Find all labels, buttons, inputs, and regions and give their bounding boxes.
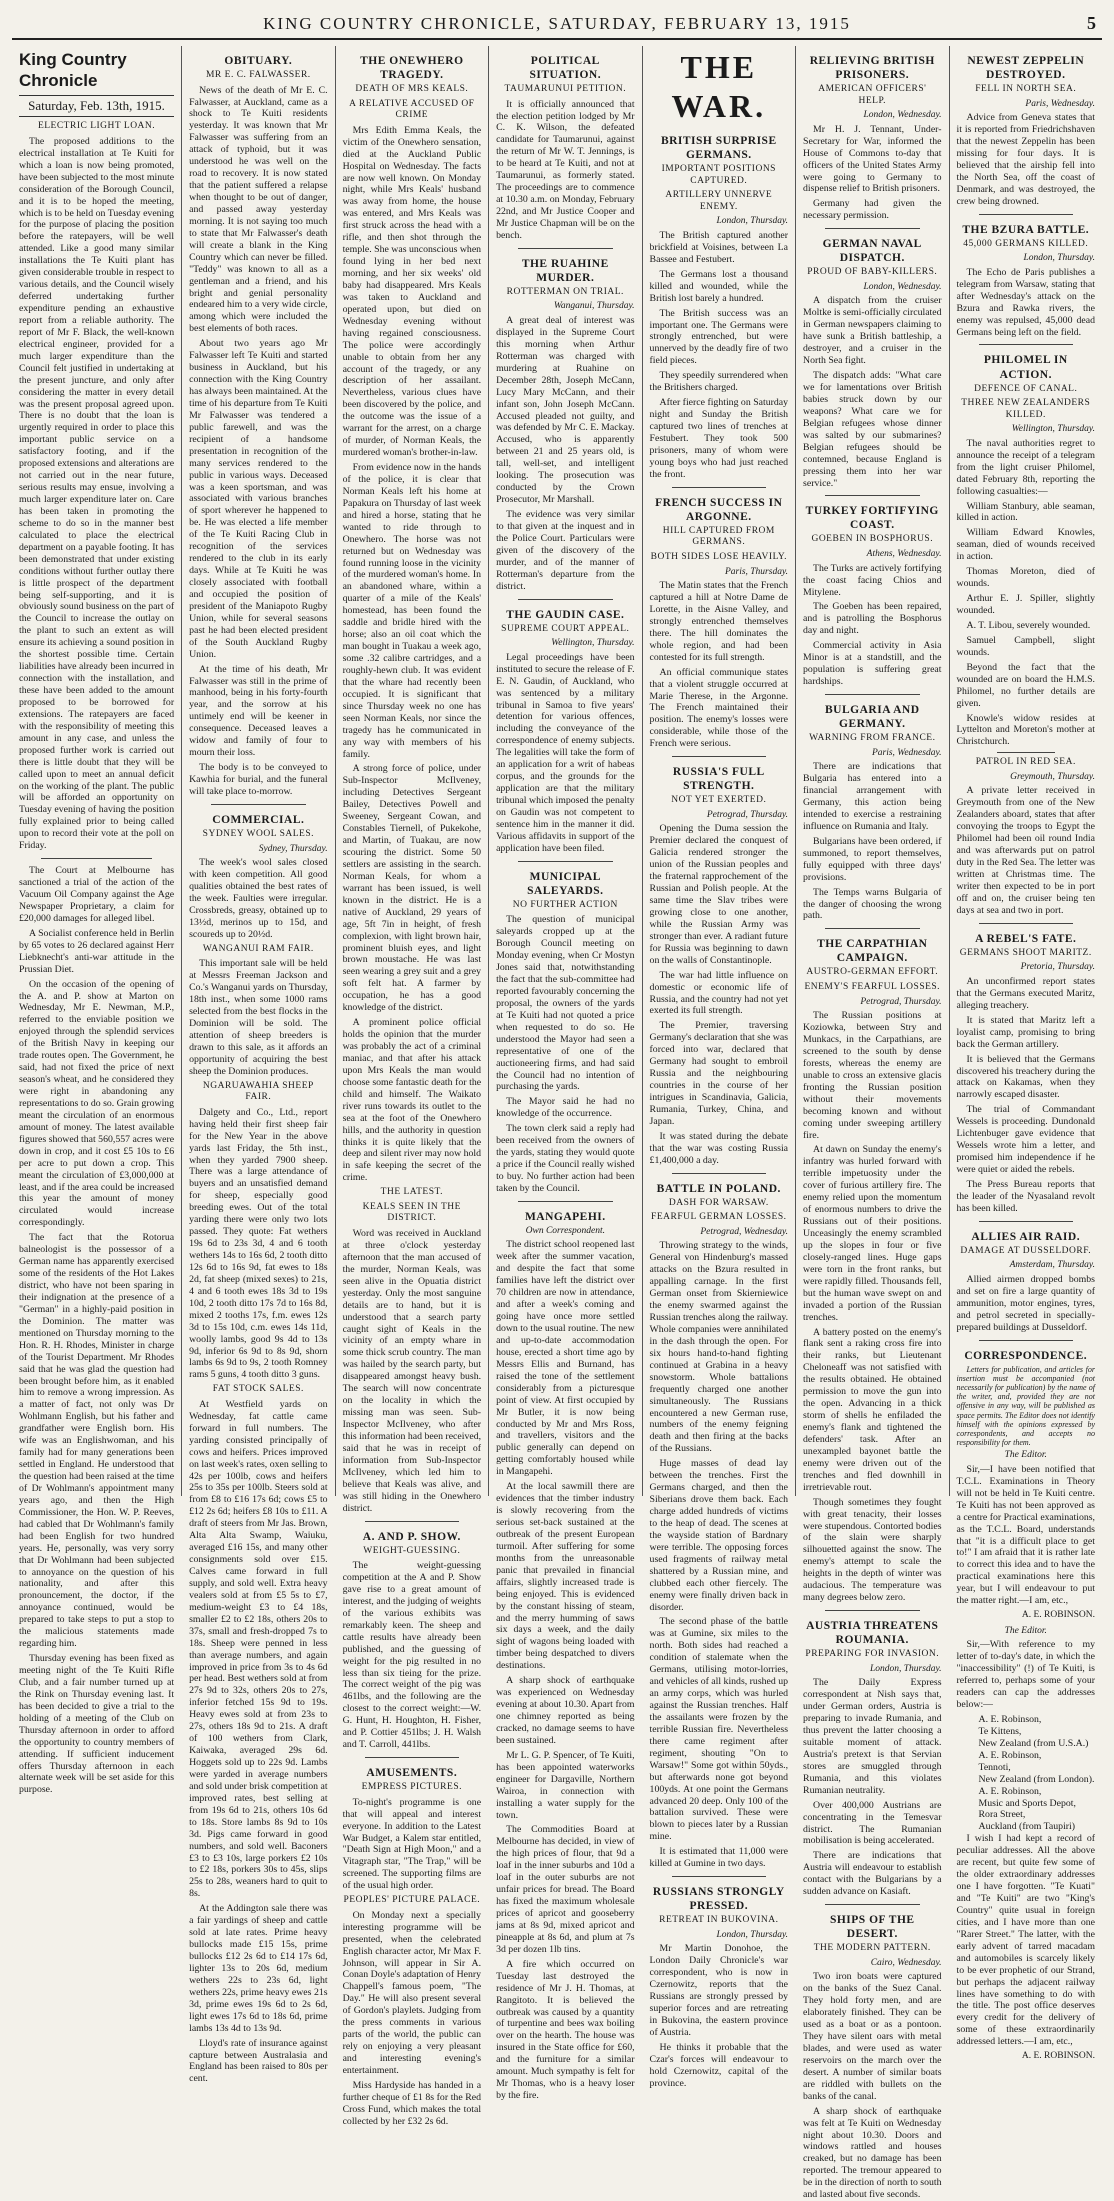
paragraph: The district school reopened last week after the summer vacation, and despite the fact that some families have left the district over 70 children are now in attendance, and after a week's coming and going have once more settled down to the usual routine. The new and up-to-date accommodation house, erected a short time ago by Messrs Ellis and Burnand, has raised the tone of the settlement considerably from a picturesque point of view. At first occupied by Mr Butler, it is now being conducted by Mr and Mrs Ross, and travellers, visitors and the public generally can depend on getting comfortably housed while in Mangapehi. xyxy=(496,1239,635,1478)
subheadline: NO FURTHER ACTION xyxy=(512,899,618,910)
dateline: Paris, Wednesday. xyxy=(1025,98,1095,109)
paragraph: Advice from Geneva states that it is reported from Friedrichshaven that the newest Zeppelin has been missing for four days. It is believed that the airship fell into the North Sea, off the coast of Denmark, and was destroyed, the crew being drowned. xyxy=(956,112,1095,207)
paragraph: There are indications that Bulgaria has entered into a financial arrangement with Germany, this action being intended to exercise a restraining influence on Rumania and Italy. xyxy=(803,761,942,832)
paragraph: The second phase of the battle was at Gumine, six miles to the north. Both sides had reached a condition of stalemate when the Germans, utilising motor-lorries, and vehicles of all kinds, rushed up an army corps, which was hurled against the Russian trenches. Half the assailants were frozen by the terrible Russian fire. Nevertheless there came regiment after regiment, shouting "On to Warsaw!" Some got within 50yds., but afterwards none got beyond 100yds. At one point the Germans advanced 20 deep. Only 100 of the battalion survived. These were blown to pieces later by a Russian mine. xyxy=(649,1616,789,1843)
subheadline: DASH FOR WARSAW. xyxy=(668,1197,769,1208)
subheadline: TAUMARUNUI PETITION. xyxy=(504,84,627,95)
paragraph: The war had little influence on domestic or economic life of Russia, and the country had not yet exerted its full strength. xyxy=(649,969,789,1017)
headline: THE GAUDIN CASE. xyxy=(506,608,625,621)
subheadline: PREPARING FOR INVASION. xyxy=(805,1649,940,1660)
headline: A REBEL'S FATE. xyxy=(975,932,1077,945)
dateline: Petrograd, Thursday. xyxy=(706,809,789,820)
dateline: London, Thursday. xyxy=(716,216,789,227)
paragraph: It was stated during the debate that the war was costing Russia £1,400,000 a day. xyxy=(649,1130,789,1166)
dateline: London, Wednesday. xyxy=(863,110,942,121)
columns xyxy=(12,46,1102,2201)
paragraph: Sir,—I have been notified that T.C.L. Examinations in Theory will not be held in Te Kuiti centre. Te Kuiti has not been approved as a centre for Practical examinations, as the T.C.L. Board, understands that "it is a difficult place to get to!" I am afraid that it is rather late to correct this idea and to have the practical examinations here this year, but I will endeavour to put the matter right.—I am, etc., xyxy=(956,1463,1095,1607)
paragraph: It is stated that Maritz left a loyalist camp, promising to bring back the German artillery. xyxy=(956,1014,1095,1050)
paragraph: An unconfirmed report states that the Germans executed Maritz, alleging treachery. xyxy=(956,975,1095,1011)
dateline: Athens, Wednesday. xyxy=(866,549,942,560)
paragraph: Thomas Moreton, died of wounds. xyxy=(956,566,1095,590)
byline: Own Correspondent. xyxy=(525,1225,605,1236)
paragraph: At the time of his death, Mr Falwasser was still in the prime of manhood, being in his forty-fourth year, and the sorrow at his untimely end will be keener in consequence. Deceased leaves a widow and family of four to mourn their loss. xyxy=(189,663,328,759)
paragraph: The week's wool sales closed with keen competition. All good qualities obtained the best rates of the week. Faulties were irregular. Crossbreds, greasy, obtained up to 13½d, merinos up to 15d, and scoureds up to 20½d. xyxy=(189,857,328,940)
subheadline: ENEMY'S FEARFUL LOSSES. xyxy=(804,982,941,992)
paragraph: Opening the Duma session the Premier declared the conquest of Galicia rendered stronger the union of the Russian peoples and the fraternal rapprochement of the Russian and Polish people. At the same time the Slav tribes were growing close to one another, while the Russian Army was stronger than ever. A radiant future for Russia was beginning to dawn on the walls of Constantinople. xyxy=(649,823,789,966)
paragraph: At the Addington sale there was a fair yardings of sheep and cattle sold at late rates. Prime heavy bullocks made £15 15s, prime bullocks £12 2s 6d to £14 17s 6d, lighter 13s to 20s 6d, medium wethers 22s to 23s 6d, light wethers 22s, prime heavy ewes 21s 3d, prime ewes 19s 6d to 2s 6d, light ewes 17s 6d to 18s 6d, prime lambs 13s 4d to 13s 9d. xyxy=(189,1903,328,2034)
paragraph: The body is to be conveyed to Kawhia for burial, and the funeral will take place to-morrow. xyxy=(189,762,328,797)
headline: BATTLE IN POLAND. xyxy=(656,1182,781,1195)
divider xyxy=(979,1221,1073,1222)
divider xyxy=(979,344,1073,345)
divider xyxy=(979,214,1073,215)
subheadline: SYDNEY WOOL SALES. xyxy=(202,828,314,839)
headline: FRENCH SUCCESS IN ARGONNE. xyxy=(655,496,783,523)
paragraph: Thursday evening has been fixed as meeting night of the Te Kuiti Rifle Club, and a fair number turned up at the Rink on Thursday evening last. It has been decided to give a trial to the holding of a meeting of the Club on Thursday afternoon in order to afford the opportunity to country members of attending. If sufficient inducement offers Thursday afternoon in each alternate week will be set aside for this purpose. xyxy=(19,1653,175,1796)
divider xyxy=(365,1757,459,1758)
paragraph: Sir,—With reference to my letter of to-day's date, in which the "inaccessibility" (!) of Te Kuiti, is referred to, perhaps some of your readers can cap the addresses below:— xyxy=(956,1639,1095,1711)
paragraph: A dispatch from the cruiser Moltke is semi-officially circulated in German newspapers claiming to have sunk a British battleship, a destroyer, and a cruiser in the North Sea fight. xyxy=(803,295,942,367)
headline: RUSSIA'S FULL STRENGTH. xyxy=(672,766,765,793)
divider xyxy=(825,1610,919,1611)
column-4 xyxy=(489,46,642,2102)
masthead: KING COUNTRY CHRONICLE, SATURDAY, FEBRUARY 13, 1915 xyxy=(263,14,851,33)
paragraph: About two years ago Mr Falwasser left Te Kuiti and started business in Auckland, but his connection with the King Country has always been maintained. At the time of his departure from Te Kuiti Mr Falwasser was tendered a public farewell, and was the recipient of a handsome presentation in recognition of the many services rendered to the public in various ways. Deceased was a keen sportsman, and was associated with various branches of sport wherever he happened to be. He was elected a life member of the Te Kuiti Racing Club in recognition of the services rendered to the club in its early days. While at Te Kuiti he was closely associated with football and occupied the position of president of the Maniapoto Rugby Union, while for several seasons past he had been elected president of the South Auckland Rugby Union. xyxy=(189,338,328,660)
paragraph: The Premier, traversing Germany's declaration that she was forced into war, declared that Germany had sought to embroil Russia and the neighbouring countries in the course of her intrigues in Scandinavia, Galicia, Rumania, Turkey, China, and Japan. xyxy=(649,1020,789,1127)
divider xyxy=(518,248,612,249)
issue-date: Saturday, Feb. 13th, 1915. xyxy=(19,95,174,117)
address-line: New Zealand (from London). xyxy=(978,1773,1095,1785)
paragraph: Bulgarians have been ordered, if summoned, to report themselves, fully equipped with three days' provisions. xyxy=(803,835,942,883)
paragraph: William Edward Knowles, seaman, died of wounds received in action. xyxy=(956,527,1095,563)
paragraph: Mrs Edith Emma Keals, the victim of the Onewhero sensation, died at the Auckland Public Hospital on Wednesday. The facts are now well known. On Monday night, while Mrs Keals' husband was away from home, the house was entered, and Mrs Keals was first struck across the head with a rifle, and then shot through the temple. She was unconscious when found lying in her bed next morning, and her six weeks' old baby had disappeared. Mrs Keals was taken to Auckland and operated upon, but died on Wednesday evening without having regained consciousness. The police were accordingly unable to obtain from her any account of the tragedy, or any description of her assailant. Nevertheless, various clues have been discovered by the police, and the outcome was the issue of a warrant for the arrest, on a charge of murder, of Norman Keals, the murdered woman's brother-in-law. xyxy=(342,124,482,459)
subheadline: PROUD OF BABY-KILLERS. xyxy=(807,267,938,278)
headline: CORRESPONDENCE. xyxy=(964,1349,1088,1362)
dateline: Wanganui, Thursday. xyxy=(553,301,635,312)
dateline: Paris, Thursday. xyxy=(724,566,789,577)
paragraph: At dawn on Sunday the enemy's infantry was hurled forward with terrible impetuosity under the cover of furious artillery fire. The enemy relied upon the momentum of enormous numbers to drive the Russians out of their positions. Unceasingly the enemy scrambled up the slopes in four or five closely-ranged lines. Huge gaps were torn in the front ranks, but were rapidly filled. Thousands fell, but the human wave swept on and invaded a portion of the Russian trenches. xyxy=(803,1144,942,1323)
paragraph: An official communique states that a violent struggle occurred at Marie Therese, in the Argonne. The French maintained their position. The enemy's losses were considerable, while those of the French were serious. xyxy=(649,666,789,750)
headline: RUSSIANS STRONGLY PRESSED. xyxy=(652,1886,785,1913)
paragraph: Dalgety and Co., Ltd., report having held their first sheep fair for the New Year in the above yards last Friday, the 5th inst., when they yarded 7900 sheep. There was a large attendance of buyers and an unsatisfied demand for sheep, especially good breeding ewes. Out of the total yarding there were only two lots passed. They quote: Fat wethers 19s 6d to 23s 3d, 4 and 6 tooth wethers 14s to 16s 6d, 2 tooth ditto 12s 6d to 16s 9d, fat ewes to 18s 2d, fat sheep (mixed sexes) to 21s, 4 and 6 tooth ewes 18s 3d to 19s 10d, 2 tooth ditto 17s 7d to 16s 8d, mixed 2 tooths 17s, f.m. ewes 12s 3d to 15s 10d, c.m. ewes 14s 11d, woolly lambs, good 9s 4d to 13s 9d, inferior 6s 9d to 8s 9d, shorn lambs 6s 9d to 9s, 2 tooth Romney rams 5 guns, 4 tooth ditto 3 guns. xyxy=(189,1106,328,1381)
subheadline: GOEBEN IN BOSPHORUS. xyxy=(811,534,934,545)
subheadline: NGARUAWAHIA SHEEP FAIR. xyxy=(202,1080,314,1103)
paragraph: The Goeben has been repaired, and is patrolling the Bosphorus day and night. xyxy=(803,601,942,637)
paragraph: A Socialist conference held in Berlin by 65 votes to 26 declared against Herr Liebknecht's anti-war attitude in the Prussian Diet. xyxy=(19,927,175,975)
subheadline: EMPRESS PICTURES. xyxy=(361,1782,462,1793)
signature: A. E. ROBINSON. xyxy=(1021,2051,1095,2062)
salutation: The Editor. xyxy=(1004,1625,1047,1636)
headline: PHILOMEL IN ACTION. xyxy=(983,354,1068,381)
paragraph: The Temps warns Bulgaria of the danger of choosing the wrong path. xyxy=(803,886,942,922)
address-line: New Zealand (from U.S.A.) xyxy=(978,1737,1089,1749)
subheadline: PEOPLES' PICTURE PALACE. xyxy=(343,1895,481,1906)
subheadline: BOTH SIDES LOSE HEAVILY. xyxy=(650,551,787,562)
subheadline: NOT YET EXERTED. xyxy=(671,795,767,806)
column-1 xyxy=(12,46,182,1796)
divider xyxy=(997,752,1055,753)
subheadline: WANGANUI RAM FAIR. xyxy=(202,943,314,954)
divider xyxy=(825,694,919,695)
subheadline: THE MODERN PATTERN. xyxy=(813,1943,931,1954)
paragraph: The weight-guessing competition at the A and P. Show gave rise to a great amount of interest, and the judging of weights of the various exhibits was remarkably keen. The sheep and cattle results have already been published, and the guessing of weight for the pig resulted in no less than six tieing for the prize. The correct weight of the pig was 461lbs, and the following are the closest to the correct weight:—W. G. Hunt, H. Houghton, H. Fisher, and P. Cottier 451lbs; J. H. Walsh and T. Carroll, 441lbs. xyxy=(342,1560,482,1751)
divider xyxy=(211,804,305,805)
paragraph: A battery posted on the enemy's flank sent a raking cross fire into their ranks, but Lieutenant Cheloneaff was not satisfied with the results obtained. He obtained permission to move the gun into the open. Advancing in a thick storm of shells he enfiladed the enemy's flank and tightened the defenders' task. After an unexampled bayonet battle the enemy were driven out of the trenches and fled downhill in irretrievable rout. xyxy=(803,1326,942,1493)
divider xyxy=(979,923,1073,924)
paragraph: From evidence now in the hands of the police, it is clear that Norman Keals left his home at Papakura on Thursday of last week and hired a horse, stating that he wanted to ride through to Onewhero. The horse was not returned but on Wednesday was found running loose in the vicinity of the murdered woman's home. In an abandoned whare, within a quarter of a mile of the Keals' homestead, has been found the saddle and bridle hired with the horse; also an oil coat which the man bought in Tuakau a week ago, some .32 calibre cartridges, and a roughly-hewn club. It was evident that the whare had recently been occupied. It is significant that since Thursday week no one has seen Norman Keals, nor since the tragedy has he communicated in any way with members of his family. xyxy=(342,462,482,760)
subheadline: GERMANS SHOOT MARITZ. xyxy=(959,947,1092,958)
address-line: Music and Sports Depot, xyxy=(978,1797,1076,1809)
subheadline: THREE NEW ZEALANDERS KILLED. xyxy=(961,398,1091,420)
headline: BRITISH SURPRISE GERMANS. xyxy=(660,135,777,162)
subheadline: WEIGHT-GUESSING. xyxy=(363,1545,461,1556)
dateline: Paris, Wednesday. xyxy=(871,747,942,758)
paragraph: The Court at Melbourne has sanctioned a trial of the action of the Vacuum Oil Company against the Age Newspaper Proprietary, a claim for £20,000 damages for alleged libel. xyxy=(19,865,175,924)
headline: SHIPS OF THE DESERT. xyxy=(829,1914,915,1941)
headline: THE CARPATHIAN CAMPAIGN. xyxy=(817,938,928,965)
address-line: Rora Street, xyxy=(978,1809,1026,1821)
headline: ALLIES AIR RAID. xyxy=(971,1230,1081,1243)
divider xyxy=(825,1904,919,1905)
subheadline: DAMAGE AT DUSSELDORF. xyxy=(960,1245,1092,1256)
divider xyxy=(825,928,919,929)
headline: MANGAPEHI. xyxy=(524,1210,606,1223)
paragraph: It is estimated that 11,000 were killed at Gumine in two days. xyxy=(649,1846,789,1870)
editorial-text: The proposed additions to the electrical installation at Te Kuiti for which a loan is now being promoted, have been subjected to the most minute consideration of the Borough Council, and it is to be hoped the meeting, which is to be held on Tuesday evening for the purpose of placing the position before the ratepayers, will be well attended. Like a good many similar installations the Te Kuiti plant has given considerable trouble in respect to various details, and the Council wisely deferred undertaking further expenditure pending an exhaustive report from a reliable authority. The report of Mr F. Black, the well-known electrical engineer, provided for a much larger expenditure than the Council felt justified in undertaking at the present juncture, and only after considering the matter in every detail was the present proposal agreed upon. There is no doubt that the loan is urgently required in order to place this important public service on a satisfactory footing, and if the proposed extensions and alterations are not carried out in the near future, serious results may ensue, involving a much larger expenditure later on. Care has been taken in promoting the scheme to do so in the manner best calculated to place the electrical department on a payable footing. It has been demonstrated that under existing conditions without further outlay there is little prospect of the department being self-supporting, and it is obviously sound business on the part of the Council to increase the outlay on the plant to such an extent as will ensure its achieving a sound position in the shortest possible time. Certain liabilities have already been incurred in connection with the installation, and these have been added to the amount proposed to be borrowed for extensions. The ratepayers are faced with the responsibility of meeting this amount in any case, and unless the proposed further work is carried out there is little doubt that they will be called upon to meet an annual deficit on the working of the plant. The public will be afforded an opportunity on Tuesday evening of having the position fully explained prior to being called upon to record their vote at the poll on Friday. xyxy=(19,135,175,852)
paragraph: A. T. Libou, severely wounded. xyxy=(966,619,1091,631)
subheadline: AUSTRO-GERMAN EFFORT. xyxy=(806,967,939,978)
paragraph: The Echo de Paris publishes a telegram from Warsaw, stating that after Wednesday's attack on the Bzura and Rawka rivers, the enemy was repulsed, 45,000 dead Germans being left on the field. xyxy=(956,266,1095,338)
war-title: THE WAR. xyxy=(671,49,767,125)
subheadline: A RELATIVE ACCUSED OF CRIME xyxy=(349,98,475,121)
paragraph: The question of municipal saleyards cropped up at the Borough Council meeting on Monday evening, when Cr Mostyn Jones said that, notwithstanding the fact that the sub-committee had reported favourably concerning the proposal, the owners of the yards at Te Kuiti had not quoted a price when requested to do so. He understood the Mayor had seen a representative of one of the auctioneering firms, and had said the Council had no intention of purchasing the yards. xyxy=(496,914,635,1093)
paragraph: The trial of Commandant Wessels is proceeding. Dundonald Lichtenbuger gave evidence that Wessels wrote him a letter, and promised him independence if he were quiet or aided the rebels. xyxy=(956,1104,1095,1176)
paragraph: It is believed that the Germans discovered his treachery during the attack on Kakamas, when they narrowly escaped disaster. xyxy=(956,1053,1095,1101)
correspondence-note: Letters for publication, and articles for insertion must be accompanied (not necessarily for publication) by the name of the writer, and, provided they are not offensive in any way, will be published as space permits. The Editor does not identify himself with the opinions expressed by correspondents, and accepts no responsibility for them. xyxy=(956,1364,1095,1448)
column-7 xyxy=(950,46,1102,2062)
subheadline: RETREAT IN BUKOVINA. xyxy=(659,1915,779,1926)
paragraph: A prominent police official holds the opinion that the murder was probably the act of a criminal maniac, and that after his attack upon Mrs Keals the man would choose some fantastic death for the child and himself. The Waikato river runs towards its outlet to the sea at the foot of the Onewhero hills, and the authority in question thinks it is quite likely that the deep and silent river may now hold in safe keeping the secret of the crime. xyxy=(342,1017,482,1184)
subheadline: HILL CAPTURED FROM GERMANS. xyxy=(662,525,775,548)
paragraph: The Matin states that the French captured a hill at Notre Dame de Lorette, in the Aisne Valley, and strongly entrenched themselves there. The hill dominates the whole region, and had been contested for its full strength. xyxy=(649,580,789,663)
page-header xyxy=(12,10,1102,40)
paragraph: A sharp shock of earthquake was felt at Te Kuiti on Wednesday night about 10.30. Doors and windows rattled and houses creaked, but no damage has been reported. The tremour appeared to be in the direction of north to south and lasted about five seconds. xyxy=(803,2105,942,2201)
paragraph: To-night's programme is one that will appeal and interest everyone. In addition to the Latest War Budget, a Kalem star entitled, "Death Sign at High Moon," and a Vitagraph star, "The Trap," will be screened. The supporting films are of the usual high order. xyxy=(342,1796,482,1892)
editorial-title: ELECTRIC LIGHT LOAN. xyxy=(37,121,156,132)
address-line: Tennoti, xyxy=(978,1761,1011,1773)
paragraph: I wish I had kept a record of peculiar addresses. All the above are recent, but quite few some of the older extraordinary addresses one I have forgotten. "Te Kuati" and "Te Kuiti" are two "King's Country" quite usual in foreign cities, and I have more than one "Rarer Street." The latter, with the early advent of tarred macadam and automobiles is scarcely likely to be ever prophetic of our Strand, but perhaps the adjacent railway lines have something to do with the title. The post office deserves every credit for the delivery of some of these extraordinarily addressed letters.—I am, etc., xyxy=(956,1833,1095,2048)
dateline: Petrograd, Wednesday. xyxy=(700,1226,789,1237)
paragraph: Word was received in Auckland at three o'clock yesterday afternoon that the man accused of the murder, Norman Keals, was seen alive in the Opuatia district yesterday. Only the most sanguine details are to hand, but it is understood that a search party caught sight of Keals in the vicinity of an empty whare in some thick scrub country. The man was hailed by the search party, but disappeared amongst heavy bush. The search will now concentrate on the locality in which the missing man was seen. Sub-Inspector McIlveney, who after this information had been received, said that he was in receipt of information from Sub-Inspector McIlveney, which led him to believe that Keals was alive, and was still hiding in the Onewhero district. xyxy=(342,1228,482,1514)
paragraph: The naval authorities regret to announce the receipt of a telegram from the light cruiser Philomel, dated February 8th, reporting the following casualties:— xyxy=(956,437,1095,497)
paragraph: Mr H. J. Tennant, Under-Secretary for War, informed the House of Commons to-day that officers of the United States Army were going to Germany to dispense relief to British prisoners. xyxy=(803,123,942,195)
paragraph: It is officially announced that the election petition lodged by Mr C. K. Wilson, the defeated candidate for Taumarunui, against the return of Mr W. T. Jennings, is to be heard at Te Kuiti, and not at Taumarunui, as formerly stated. The proceedings are to commence at 10.30 a.m. on Monday, February 22nd, and Mr Justice Cooper and Mr Justice Chapman will be on the bench. xyxy=(496,98,635,241)
headline: RELIEVING BRITISH PRISONERS. xyxy=(809,55,935,82)
subheadline: SUPREME COURT APPEAL. xyxy=(501,623,630,634)
page-number: 5 xyxy=(1087,13,1096,33)
paragraph: The Russian positions at Koziowka, between Stry and Munkacs, in the Carpathians, are screened to the south by dense forests, whereas the enemy are unable to cross an extensive glacis fronting the Russian position without their movements becoming known and without coming under sweeping artillery fire. xyxy=(803,1010,942,1141)
paragraph: The Commodities Board at Melbourne has decided, in view of the high prices of flour, that 9d a loaf in the inner suburbs and 10d a loaf in the outer suburbs are not unfair prices for bread. The Board has fixed the maximum wholesale prices of apricot and gooseberry jams at 8s 9d, mixed apricot and pineapple at 8s 6d, and plum at 7s 3d per dozen 1lb tins. xyxy=(496,1824,635,1955)
paragraph: The fact that the Rotorua balneologist is the possessor of a German name has apparently exercised some of the residents of the Hot Lakes district, who have not been sparing in their indignation at the presence of a "German" in a highly-paid position in the Dominion. The matter was mentioned on Thursday morning to the Hon. R. H. Rhodes, Minister in charge of the Tourist Department. Mr Rhodes said that he was glad the question had been brought before him, as it enabled him to remove a wrong impression. As a matter of fact, not only was Dr Wohlmann English, but his father and grandfather were English born. His wife was an Englishwoman, and his family had for many generations been settled in England. He understood that the question had been raised at the time of Dr Wohlmann's appointment many years ago, and then the High Commissioner, the Hon. W. P. Reeves, had cabled that Dr Wohlmann's family had been English for two hundred years. He, personally, was very sorry that Dr Wohlmann had been subjected to annoyance on the question of his nationality, and after this pronouncement, the doctor, if the annoyance continued, would be prepared to take steps to put a stop to the malicious statements made regarding him. xyxy=(19,1232,175,1650)
paragraph: At Westfield yards on Wednesday, fat cattle came forward in full numbers. The yarding consisted principally of cows and heifers. Prices improved on last week's rates, oxen selling to 42s per 100lb, cows and heifers 25s to 35s per 100lb. Steers sold at from £8 to £16 17s 6d; cows £5 to £12 2s 6d; heifers £8 10s to £11. A draft of steers from Mr Jas. Brown, Alta Alta Swamp, Waiuku, averaged £16 15s, and many other consignments sold over £15. Calves came forward in full supply, and sold well. Extra heavy vealers sold at from £5 5s to £7, medium-weight £3 to £4 18s, smaller £2 to £2 18s, others 20s to 37s, small and fresh-dropped 7s to 18s. Sheep were penned in less than average numbers, and again improved in price from 3s to 4s 6d per head. Best wethers sold at from 27s 9d to 32s, others 20s to 27s, inferior fetched 15s 9d to 19s. Heavy ewes sold at from 23s to 27s, others 18s 9d to 21s. A draft of 100 wethers from Clark, Kaiwaka, averaged 29s 6d. Hoggets sold up to 22s 9d. Lambs were yarded in average numbers and sold under brisk competition at improved rates, best selling at from 19s 6d to 21s, others 10s 6d to 18s. Store lambs 8s 9d to 10s 3d. Pigs came forward in good numbers, and sold well. Baconers £3 to £3 10s, large porkers £2 10s to £2 18s, porkers 30s to 45s, slips 25s to 28s, weaners hard to quit to 8s. xyxy=(189,1398,328,1900)
paragraph: He thinks it probable that the Czar's forces will endeavour to hold Czernowitz, capital of the province. xyxy=(649,2041,789,2089)
paragraph: The Turks are actively fortifying the coast facing Chios and Mitylene. xyxy=(803,562,942,598)
dateline: London, Wednesday. xyxy=(863,281,942,292)
subheadline: FAT STOCK SALES. xyxy=(212,1384,304,1395)
headline: POLITICAL SITUATION. xyxy=(529,55,602,82)
paragraph: On the occasion of the opening of the A. and P. show at Marton on Wednesday, Mr E. Newman, M.P., referred to the enviable position we enjoyed through the splendid services of the British Navy in keeping our trade routes open. The Government, he said, had not fixed the price of next season's wheat, and he considered they were right in abandoning any representations to do so. Grain growing meant the circulation of an enormous amount of money. The latest available figures showed that 560,557 acres were down in crop, and it cost £5 10s to £6 per acre to put down a crop. This meant the circulation of £3,000,000 at least, and if the area could be increased this year the amount of money circulated would increase correspondingly. xyxy=(19,978,175,1229)
paragraph: Two iron boats were captured on the banks of the Suez Canal. They hold forty men, and are elaborately finished. They can be used as a boat or as a pontoon. They have silent oars with metal blades, and were used as water reservoirs on the march over the desert. A number of similar boats are riddled with bullets on the banks of the canal. xyxy=(803,1971,942,2102)
divider xyxy=(518,1201,612,1202)
subheadline: THE LATEST. xyxy=(380,1187,443,1198)
divider xyxy=(672,756,766,757)
address-line: A. E. Robinson, xyxy=(978,1785,1042,1797)
paragraph: News of the death of Mr E. C. Falwasser, at Auckland, came as a shock to Te Kuiti residents yesterday. It was known that Mr Falwasser was suffering from an attack of typhoid, but it was understood he was well on the road to recovery. It is now stated that the patient suffered a relapse when thought to be out of danger, and passed away yesterday morning. It is not saying too much to state that Mr Falwasser's death will create a blank in the King Country which can never be filled. "Teddy" was known to all as a gentleman and a friend, and his bright and genial personality endeared him to a very wide circle, among which were included the best elements of both races. xyxy=(189,84,328,335)
dateline: Wellington, Thursday. xyxy=(551,638,635,649)
dateline: London, Thursday. xyxy=(716,1929,789,1940)
paragraph: A private letter received in Greymouth from one of the New Zealanders aboard, states that after convoying the troops to Egypt the Philomel had been oil round India and was afterwards put on patrol duty in the Red Sea. The letter was written at Christmas time. The writer then expected to be in port off and on, the cruiser being ten days at sea and two in port. xyxy=(956,785,1095,916)
paragraph: The Mayor said he had no knowledge of the occurrence. xyxy=(496,1096,635,1120)
paragraph: A strong force of police, under Sub-Inspector McIlveney, including Detectives Sergeant Bailey, Detectives Powell and Sweeney, Sergeant Cowan, and Constables Tiernell, of Pukekohe, and Martin, of Tuakau, are now scouring the district. Some 50 settlers are assisting in the search. Norman Keals, for whom a warrant has been issued, is well known in the district. He is a native of Auckland, 29 years of age, 5ft 7in in height, of fresh complexion, with light brown hair, prominent bluish eyes, and light brown moustache. He was last seen wearing a grey suit and a grey soft felt hat. A farmer by occupation, he has a good knowledge of the district. xyxy=(342,763,482,1014)
headline: THE RUAHINE MURDER. xyxy=(521,257,609,284)
paragraph: Allied airmen dropped bombs and set on fire a large quantity of ammunition, motor engines, tyres, and petrol secreted in specially-prepared buildings at Dusseldorf. xyxy=(956,1273,1095,1333)
paragraph: On Monday next a specially interesting programme will be presented, when the celebrated English character actor, Mr Max F. Johnson, will appear in Sir A. Conan Doyle's adaptation of Henry Chappell's famous poem, "The Day." He will also present several of Gordon's playlets. Judging from the press comments in various parts of the world, the public can rely on enjoying a very pleasant and interesting evening's entertainment. xyxy=(342,1909,482,2076)
column-3 xyxy=(336,46,489,2127)
paragraph: Germany had given the necessary permission. xyxy=(803,198,942,222)
subheadline: AMERICAN OFFICERS' HELP. xyxy=(818,84,927,106)
paragraph: Over 400,000 Austrians are concentrating in the Temesvar district. The Rumanian mobilisation is being accelerated. xyxy=(803,1799,942,1847)
subheadline: WARNING FROM FRANCE. xyxy=(809,733,936,744)
paragraph: After fierce fighting on Saturday night and Sunday the British captured two lines of trenches at Festubert. They took 500 prisoners, many of whom were young boys who had just reached the front. xyxy=(649,397,789,480)
divider xyxy=(825,228,919,229)
address-line: Te Kittens, xyxy=(978,1725,1022,1737)
subheadline: 45,000 GERMANS KILLED. xyxy=(963,238,1089,249)
divider xyxy=(825,495,919,496)
divider xyxy=(365,1521,459,1522)
paragraph: Throwing strategy to the winds, General von Hindenburg's massed attacks on the Bzura resulted in appalling carnage. In the first German onset from Skierniewice the enemy swarmed against the Russian trenches along the railway. Whole companies were annihilated in the dash through the open. For six hours hand-to-hand fighting continued at Grabina in a heavy snowstorm. Whole battalions frequently charged one another simultaneously. The Russians encountered a new German ruse, numbers of the enemy feigning death and then firing at the backs of the Russians. xyxy=(649,1240,789,1455)
headline: THE BZURA BATTLE. xyxy=(962,223,1090,236)
subheadline: IMPORTANT POSITIONS CAPTURED. xyxy=(661,164,776,186)
dateline: Cairo, Wednesday. xyxy=(870,1957,942,1968)
paragraph: They speedily surrendered when the Britishers charged. xyxy=(649,370,789,394)
paragraph: The evidence was very similar to that given at the inquest and in the Police Court. Particulars were given of the discovery of the murder, and of the manner of Rotterman's departure from the district. xyxy=(496,509,635,592)
address-line: Auckland (from Taupiri) xyxy=(978,1821,1076,1833)
headline: A. AND P. SHOW. xyxy=(362,1530,461,1543)
paragraph: Arthur E. J. Spiller, slightly wounded. xyxy=(956,593,1095,617)
paragraph: At the local sawmill there are evidences that the timber industry is slowly recovering from the serious set-back sustained at the outbreak of the present European turmoil. After suffering for some months from the unreasonable panic that prevailed in financial affairs, slightly increased trade is being enjoyed. This is evidenced by the constant hissing of steam, and the merry humming of saws six days a week, and the daily sight of wagons being loaded with timber being despatched to divers destinations. xyxy=(496,1481,635,1672)
dateline: Amsterdam, Thursday. xyxy=(1009,1260,1095,1271)
salutation: The Editor. xyxy=(1004,1450,1047,1461)
dateline: Pretoria, Thursday. xyxy=(1020,962,1095,973)
column-5 xyxy=(643,46,796,2089)
headline: BULGARIA AND GERMANY. xyxy=(825,704,920,731)
subheadline: DEFENCE OF CANAL. xyxy=(974,383,1078,394)
paragraph: William Stanbury, able seaman, killed in action. xyxy=(956,500,1095,524)
headline: NEWEST ZEPPELIN DESTROYED. xyxy=(967,55,1085,82)
paragraph: Huge masses of dead lay between the trenches. First the Germans charged, and then the Siberians drove them back. Each charge added hundreds of victims to the heap of dead. The scenes at the wayside station of Bardnary were terrible. The opposing forces used fragments of railway metal shattered by a Russian mine, and clubbed each other fiercely. The enemy were finally driven back in disorder. xyxy=(649,1458,789,1613)
column-6 xyxy=(796,46,949,2201)
divider xyxy=(518,599,612,600)
paragraph: Commercial activity in Asia Minor is at a standstill, and the population is suffering great hardships. xyxy=(803,640,942,688)
divider xyxy=(672,1876,766,1877)
paragraph: Samuel Campbell, slight wounds. xyxy=(956,634,1095,658)
headline: OBITUARY. xyxy=(224,55,293,67)
paragraph: Mr Martin Donohoe, the London Daily Chronicle's war correspondent, who is now in Czernowitz, reports that the Russians are strongly pressed by superior forces and are retreating in Bukovina, the eastern province of Austria. xyxy=(649,1943,789,2038)
subheadline: DEATH OF MRS KEALS. xyxy=(355,84,469,95)
subheadline: PATROL IN RED SEA. xyxy=(975,757,1076,768)
paragraph: Miss Hardyside has handed in a further cheque of £1 8s for the Red Cross Fund, which makes the total collected by her £32 2s 6d. xyxy=(342,2079,482,2127)
paragraph: The British success was an important one. The Germans were strongly entrenched, but were unnerved by the deadly fire of two field pieces. xyxy=(649,307,789,367)
dateline: Petrograd, Thursday. xyxy=(860,996,942,1007)
headline: TURKEY FORTIFYING COAST. xyxy=(805,505,939,532)
signature: A. E. ROBINSON. xyxy=(1021,1610,1095,1621)
divider xyxy=(672,1173,766,1174)
divider xyxy=(979,1340,1073,1341)
paragraph: The dispatch adds: "What care we for lamentations over British babies struck down by our weapons? What care we for Belgian refugees whose dinner was salted by our submarines? Belgian refugees should be contemned, because England is pressing them into her war service." xyxy=(803,370,942,489)
subheadline: MR E. C. FALWASSER. xyxy=(205,70,311,81)
paragraph: This important sale will be held at Messrs Freeman Jackson and Co.'s Wanganui yards on Thursday, 18th inst., when some 1000 rams selected from the best flocks in the Dominion will be sold. The attention of sheep breeders is drawn to this sale, as it affords an opportunity of acquiring the best sheep the Dominion produces. xyxy=(189,958,328,1077)
dateline: Wellington, Thursday. xyxy=(1011,424,1095,435)
dateline: Greymouth, Thursday. xyxy=(1010,771,1095,782)
dateline: London, Thursday. xyxy=(1023,253,1095,264)
paragraph: A fire which occurred on Tuesday last destroyed the residence of Mr J. H. Thomas, at Rangitoto. It is believed the outbreak was caused by a quantity of turpentine and bees wax boiling over on the hearth. The house was insured in the State office for £60, and the furniture for a similar amount. Much sympathy is felt for Mr Thomas, who is a heavy loser by the fire. xyxy=(496,1958,635,2102)
paragraph: Lloyd's rate of insurance against capture between Australasia and England has been raised to 80s per cent. xyxy=(189,2037,328,2085)
subheadline: ROTTERMAN ON TRIAL. xyxy=(506,286,624,297)
paragraph: Though sometimes they fought with great tenacity, their losses were stupendous. Contorted bodies of the slain were sharply silhouetted against the snow. The enemy's attempt to scale the heights in the depth of winter was audacious. The temperature was many degrees below zero. xyxy=(803,1496,942,1604)
address-line: A. E. Robinson, xyxy=(978,1749,1042,1761)
paragraph: A sharp shock of earthquake was experienced on Wednesday evening at about 10.30. Apart from one chimney reported as being cracked, no damage seems to have been sustained. xyxy=(496,1675,635,1746)
headline: COMMERCIAL. xyxy=(212,813,305,826)
dateline: Sydney, Thursday. xyxy=(258,843,328,854)
paragraph: The Germans lost a thousand killed and wounded, while the British lost barely a hundred. xyxy=(649,268,789,304)
subheadline: ARTILLERY UNNERVE ENEMY. xyxy=(665,190,773,212)
paragraph: The British captured another brickfield at Voisines, between La Bassee and Festubert. xyxy=(649,229,789,265)
subheadline: FELL IN NORTH SEA. xyxy=(975,84,1077,95)
paragraph: Knowle's widow resides at Lyttelton and Moreton's mother at Christchurch. xyxy=(956,712,1095,748)
paragraph: Beyond the fact that the wounded are on board the H.M.S. Philomel, no further details are given. xyxy=(956,661,1095,709)
dateline: London, Thursday. xyxy=(869,1663,942,1674)
headline: AMUSEMENTS. xyxy=(366,1767,458,1780)
paragraph: There are indications that Austria will endeavour to establish contact with the Bulgarians by a sudden advance on Kasiaft. xyxy=(803,1850,942,1898)
subheadline: KEALS SEEN IN THE DISTRICT. xyxy=(362,1201,461,1224)
headline: GERMAN NAVAL DISPATCH. xyxy=(822,238,922,265)
paragraph: The town clerk said a reply had been received from the owners of the yards, stating they would quote a price if the Council really wished to buy. No further action had been taken by the Council. xyxy=(496,1123,635,1194)
divider xyxy=(518,861,612,862)
headline: AUSTRIA THREATENS ROUMANIA. xyxy=(806,1620,939,1647)
paragraph: Mr L. G. P. Spencer, of Te Kuiti, has been appointed waterworks engineer for Dargaville, Northern Wairoa, in connection with installing a water supply for the town. xyxy=(496,1749,635,1821)
divider xyxy=(41,858,152,859)
headline: THE ONEWHERO TRAGEDY. xyxy=(360,55,464,82)
address-line: A. E. Robinson, xyxy=(978,1713,1042,1725)
divider xyxy=(672,487,766,488)
headline: MUNICIPAL SALEYARDS. xyxy=(527,870,604,897)
paragraph: The Press Bureau reports that the leader of the Nyasaland revolt has been killed. xyxy=(956,1178,1095,1214)
paragraph: A great deal of interest was displayed in the Supreme Court this morning when Arthur Rotterman was charged with murdering at Ruahine on December 28th, Joseph McCann, Lucy Mary McCann, and their infant son, John Joseph McCann. Accused pleaded not guilty, and was defended by Mr C. E. Mackay. Accused, who is apparently between 21 and 25 years old, is tall, well-set, and intelligent looking. The prosecution was conducted by the Crown Prosecutor, Mr Marshall. xyxy=(496,315,635,506)
subheadline: FEARFUL GERMAN LOSSES. xyxy=(651,1212,787,1223)
paragraph: The Daily Express correspondent at Nish says that, under German orders, Austria is preparing to invade Rumania, and thus prevent the latter choosing a suitable moment of attack. Austria's pretext is that Servian stores are smuggled through Rumania, and this violates Rumanian neutrality. xyxy=(803,1677,942,1796)
nameplate: King Country Chronicle xyxy=(19,50,127,90)
paragraph: Legal proceedings have been instituted to secure the release of F. E. N. Gaudin, of Auckland, who was sentenced by a military tribunal in Samoa to five years' detention for various offences, including the conveyance of the correspondence of enemy subjects. The legalities will take the form of an application for a writ of habeas corpus, and the grounds for the application are that the military tribunal which imposed the penalty on Gaudin was not competent to sentence him in the manner it did. Various affidavits in support of the application have been filed. xyxy=(496,651,635,854)
column-2 xyxy=(182,46,335,2085)
